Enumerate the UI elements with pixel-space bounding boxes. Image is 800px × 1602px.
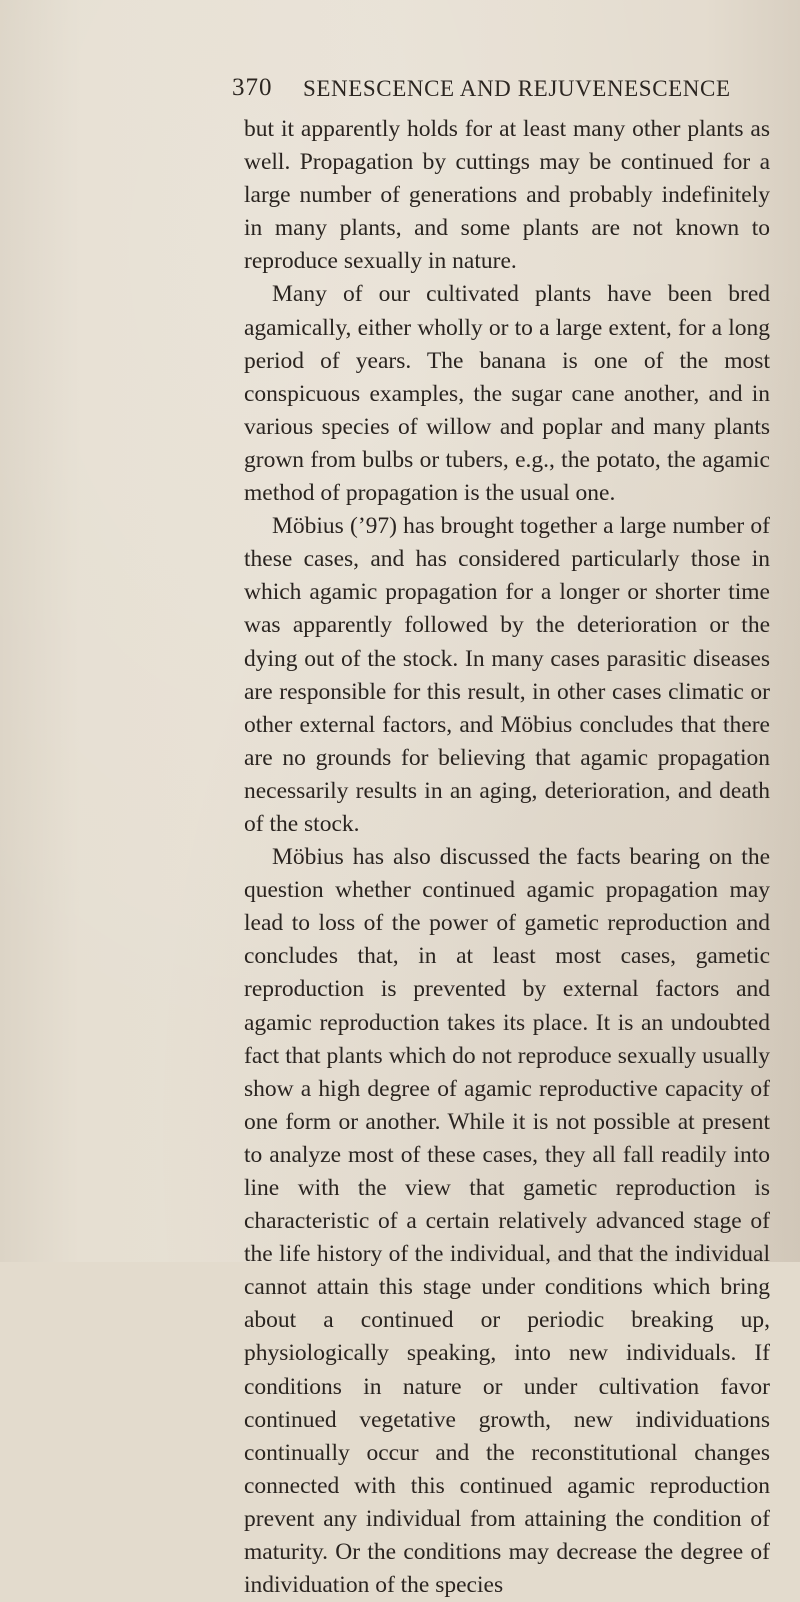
running-title: SENESCENCE AND REJUVENESCENCE [303,76,731,101]
paragraph-4: Möbius has also discussed the facts bearing on the question whether continued agamic propagation may lead to loss of the power of gametic reproduction and concludes that, in at least most cases, gametic reproduction is prevented by external factors and agamic reproduction takes its place. It is an undoubted fact that plants which do not reproduce sexually usually show a high degree of agamic reproductive capacity of one form or another. While it is not possible at present to analyze most of these cases, they all fall readily into line with the view that gametic reproduction is characteristic of a certain relatively advanced stage of the life history of the individual, and that the individual cannot attain this stage under conditions which bring about a continued or periodic breaking up, physiologically speaking, into new individuals. If conditions in nature or under cultivation favor continued vegetative growth, new individuations continually occur and the reconstitutional changes connected with this continued agamic reproduction prevent any individual from attaining the condition of maturity. Or the conditions may decrease the degree of individuation of the species [244,844,770,1599]
paragraph-3: Möbius (’97) has brought together a large number of these cases, and has considered particularly those in which agamic propagation for a longer or shorter time was apparently followed by the deterioration or the dying out of the stock. In many cases parasitic diseases are responsible for this result, in other cases climatic or other external factors, and Möbius concludes that there are no grounds for believing that agamic propagation necessarily results in an aging, deterioration, and death of the stock. [244,513,770,837]
paragraph-1: but it apparently holds for at least many other plants as well. Propagation by cuttings may be continued for a large number of generations and probably indefinitely in many plants, and some plants are not known to reproduce sexually in nature. [244,116,770,275]
body-text [244,113,770,1602]
page-number: 370 [232,74,273,101]
page-header [232,74,772,104]
paragraph-2: Many of our cultivated plants have been bred agamically, either wholly or to a large extent, for a long period of years. The banana is one of the most conspicuous examples, the sugar cane another, and in various species of willow and poplar and many plants grown from bulbs or tubers, e.g., the potato, the agamic method of propagation is the usual one. [244,281,770,507]
